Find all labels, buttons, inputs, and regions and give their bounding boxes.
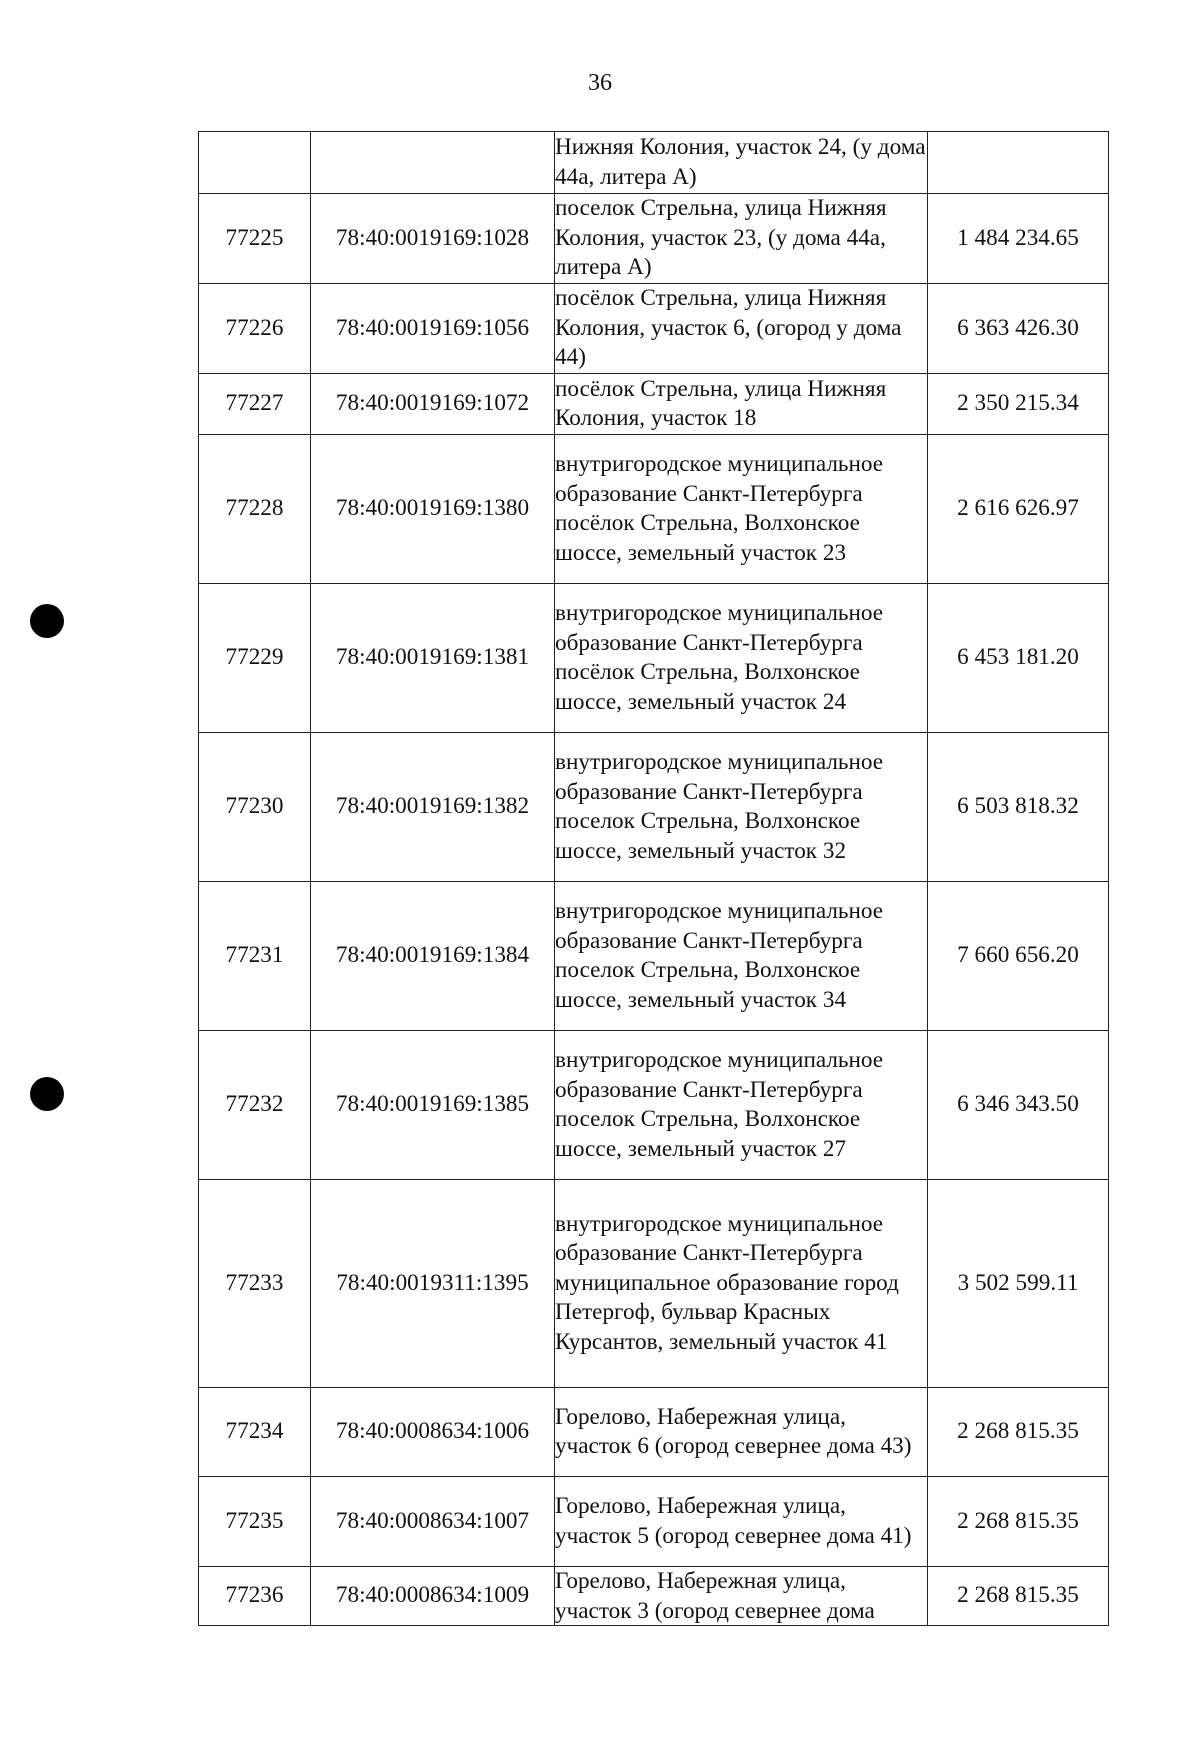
table-row: [199, 584, 1109, 733]
table-row: [199, 733, 1109, 882]
table-row: [199, 1477, 1109, 1567]
cadastral-number-cell: 78:40:0019169:1384: [311, 882, 555, 1031]
table-row: [199, 435, 1109, 584]
address-cell: [555, 132, 928, 194]
address-text: внутригородское муниципальное образование Санкт-Петербурга посёлок Стрельна, Волхонское шоссе, земельный участок 24: [555, 600, 884, 715]
row-number-cell: 77231: [199, 882, 311, 1031]
row-number-cell: 77228: [199, 435, 311, 584]
row-number-cell: 77235: [199, 1477, 311, 1567]
table-row: [199, 284, 1109, 374]
address-text: внутригородское муниципальное образование Санкт-Петербурга поселок Стрельна, Волхонское шоссе, земельный участок 32: [555, 749, 884, 864]
address-cell: [555, 1180, 928, 1388]
address-cell: [555, 374, 928, 435]
row-number-cell: 77232: [199, 1031, 311, 1180]
cadastral-number-cell: 78:40:0019169:1381: [311, 584, 555, 733]
cadastral-value-cell: 6 346 343.50: [928, 1031, 1109, 1180]
table-row: [199, 1031, 1109, 1180]
row-number-cell: 77229: [199, 584, 311, 733]
row-number-cell: 77230: [199, 733, 311, 882]
table-row: [199, 194, 1109, 284]
address-cell: [555, 584, 928, 733]
table-row: [199, 882, 1109, 1031]
address-cell: [555, 194, 928, 284]
row-number-cell: [199, 132, 311, 194]
cadastral-value-cell: 2 268 815.35: [928, 1567, 1109, 1626]
table-row: [199, 1567, 1109, 1626]
address-text: Горелово, Набережная улица, участок 6 (огород севернее дома 43): [555, 1403, 912, 1459]
table-row: [199, 374, 1109, 435]
row-number-cell: 77234: [199, 1388, 311, 1477]
table-row: [199, 132, 1109, 194]
cadastral-number-cell: 78:40:0008634:1007: [311, 1477, 555, 1567]
address-cell: [555, 1477, 928, 1567]
table-row: [199, 1388, 1109, 1477]
cadastral-number-cell: 78:40:0008634:1006: [311, 1388, 555, 1477]
cadastral-value-cell: 1 484 234.65: [928, 194, 1109, 284]
cadastral-number-cell: 78:40:0019169:1072: [311, 374, 555, 435]
address-cell: [555, 733, 928, 882]
punch-hole-mark: [30, 604, 64, 638]
address-text: внутригородское муниципальное образование Санкт-Петербурга муниципальное образование город Петергоф, бульвар Красных Курсантов, земельный участок 41: [555, 1210, 899, 1355]
address-text: Горелово, Набережная улица, участок 3 (огород севернее дома: [555, 1568, 875, 1624]
address-text: внутригородское муниципальное образование Санкт-Петербурга поселок Стрельна, Волхонское шоссе, земельный участок 34: [555, 898, 884, 1013]
punch-hole-mark: [30, 1077, 64, 1111]
row-number-cell: 77233: [199, 1180, 311, 1388]
cadastral-value-cell: 2 616 626.97: [928, 435, 1109, 584]
cadastral-value-table: [198, 131, 1109, 1626]
row-number-cell: 77236: [199, 1567, 311, 1626]
address-cell: [555, 882, 928, 1031]
cadastral-number-cell: 78:40:0019169:1028: [311, 194, 555, 284]
cadastral-value-cell: 6 503 818.32: [928, 733, 1109, 882]
cadastral-value-cell: 6 453 181.20: [928, 584, 1109, 733]
cadastral-number-cell: 78:40:0019169:1380: [311, 435, 555, 584]
cadastral-number-cell: 78:40:0019169:1385: [311, 1031, 555, 1180]
row-number-cell: 77227: [199, 374, 311, 435]
address-cell: [555, 284, 928, 374]
cadastral-number-cell: [311, 132, 555, 194]
page-number: 36: [588, 70, 612, 96]
cadastral-value-cell: [928, 132, 1109, 194]
cadastral-value-cell: 2 350 215.34: [928, 374, 1109, 435]
address-text: Горелово, Набережная улица, участок 5 (огород севернее дома 41): [555, 1493, 912, 1549]
address-cell: [555, 1031, 928, 1180]
cadastral-number-cell: 78:40:0019169:1056: [311, 284, 555, 374]
row-number-cell: 77226: [199, 284, 311, 374]
address-text: поселок Стрельна, улица Нижняя Колония, участок 23, (у дома 44а, литера А): [555, 195, 887, 281]
cadastral-value-cell: 6 363 426.30: [928, 284, 1109, 374]
address-cell: [555, 1388, 928, 1477]
address-cell: [555, 1567, 928, 1626]
cadastral-value-cell: 7 660 656.20: [928, 882, 1109, 1031]
cadastral-number-cell: 78:40:0008634:1009: [311, 1567, 555, 1626]
cadastral-value-cell: 2 268 815.35: [928, 1388, 1109, 1477]
address-text: внутригородское муниципальное образование Санкт-Петербурга поселок Стрельна, Волхонское шоссе, земельный участок 27: [555, 1047, 884, 1162]
cadastral-number-cell: 78:40:0019169:1382: [311, 733, 555, 882]
address-cell: [555, 435, 928, 584]
address-text: посёлок Стрельна, улица Нижняя Колония, участок 6, (огород у дома 44): [555, 285, 902, 371]
row-number-cell: 77225: [199, 194, 311, 284]
cadastral-value-cell: 3 502 599.11: [928, 1180, 1109, 1388]
address-text: Нижняя Колония, участок 24, (у дома 44а, литера А): [555, 134, 926, 190]
table-row: [199, 1180, 1109, 1388]
address-text: внутригородское муниципальное образование Санкт-Петербурга посёлок Стрельна, Волхонское шоссе, земельный участок 23: [555, 451, 884, 566]
address-text: посёлок Стрельна, улица Нижняя Колония, участок 18: [555, 375, 887, 431]
cadastral-number-cell: 78:40:0019311:1395: [311, 1180, 555, 1388]
cadastral-value-cell: 2 268 815.35: [928, 1477, 1109, 1567]
